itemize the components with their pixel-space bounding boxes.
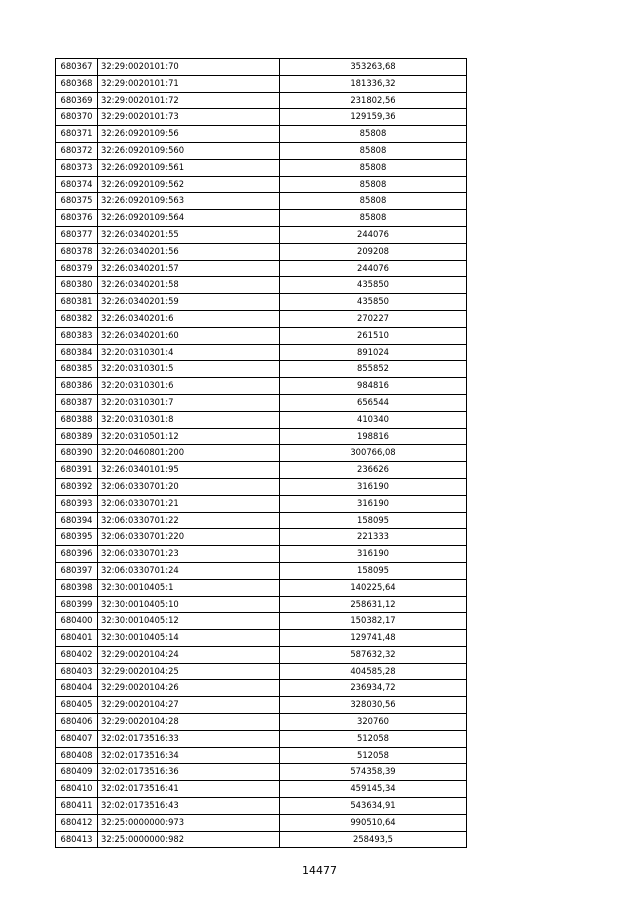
cadastral-number-cell: 32:06:0330701:20	[98, 478, 280, 495]
row-id-cell: 680394	[56, 512, 98, 529]
table-row	[56, 529, 467, 546]
cadastral-value-table	[55, 58, 467, 848]
cadastral-number-cell: 32:06:0330701:21	[98, 495, 280, 512]
row-id-cell: 680407	[56, 730, 98, 747]
value-cell: 140225,64	[280, 579, 467, 596]
table-row	[56, 764, 467, 781]
row-id-cell: 680370	[56, 109, 98, 126]
cadastral-number-cell: 32:29:0020101:70	[98, 59, 280, 76]
table-row	[56, 243, 467, 260]
cadastral-number-cell: 32:02:0173516:33	[98, 730, 280, 747]
value-cell: 270227	[280, 310, 467, 327]
value-cell: 85808	[280, 210, 467, 227]
row-id-cell: 680395	[56, 529, 98, 546]
row-id-cell: 680410	[56, 781, 98, 798]
value-cell: 512058	[280, 730, 467, 747]
row-id-cell: 680402	[56, 646, 98, 663]
cadastral-number-cell: 32:30:0010405:14	[98, 630, 280, 647]
table-row	[56, 428, 467, 445]
value-cell: 258631,12	[280, 596, 467, 613]
cadastral-number-cell: 32:26:0920109:560	[98, 142, 280, 159]
table-row	[56, 176, 467, 193]
cadastral-number-cell: 32:29:0020101:73	[98, 109, 280, 126]
row-id-cell: 680398	[56, 579, 98, 596]
table-row	[56, 92, 467, 109]
table-row	[56, 562, 467, 579]
cadastral-number-cell: 32:26:0340201:60	[98, 327, 280, 344]
table-row	[56, 142, 467, 159]
value-cell: 320760	[280, 714, 467, 731]
value-cell: 85808	[280, 142, 467, 159]
cadastral-number-cell: 32:26:0920109:561	[98, 159, 280, 176]
cadastral-number-cell: 32:06:0330701:220	[98, 529, 280, 546]
cadastral-number-cell: 32:30:0010405:12	[98, 613, 280, 630]
row-id-cell: 680409	[56, 764, 98, 781]
table-row	[56, 747, 467, 764]
value-cell: 574358,39	[280, 764, 467, 781]
value-cell: 990510,64	[280, 814, 467, 831]
value-cell: 435850	[280, 294, 467, 311]
row-id-cell: 680372	[56, 142, 98, 159]
cadastral-number-cell: 32:29:0020104:24	[98, 646, 280, 663]
table-row	[56, 697, 467, 714]
value-cell: 236626	[280, 462, 467, 479]
value-cell: 855852	[280, 361, 467, 378]
value-cell: 209208	[280, 243, 467, 260]
value-cell: 984816	[280, 378, 467, 395]
value-cell: 221333	[280, 529, 467, 546]
row-id-cell: 680380	[56, 277, 98, 294]
table-row	[56, 327, 467, 344]
table-row	[56, 781, 467, 798]
value-cell: 435850	[280, 277, 467, 294]
cadastral-number-cell: 32:02:0173516:34	[98, 747, 280, 764]
value-cell: 587632,32	[280, 646, 467, 663]
row-id-cell: 680375	[56, 193, 98, 210]
value-cell: 158095	[280, 562, 467, 579]
value-cell: 261510	[280, 327, 467, 344]
value-cell: 512058	[280, 747, 467, 764]
page-number: 14477	[302, 864, 337, 877]
table-row	[56, 680, 467, 697]
cadastral-number-cell: 32:26:0340201:55	[98, 226, 280, 243]
cadastral-number-cell: 32:29:0020104:28	[98, 714, 280, 731]
row-id-cell: 680393	[56, 495, 98, 512]
row-id-cell: 680411	[56, 798, 98, 815]
cadastral-number-cell: 32:26:0920109:562	[98, 176, 280, 193]
table-row	[56, 193, 467, 210]
value-cell: 85808	[280, 193, 467, 210]
value-cell: 231802,56	[280, 92, 467, 109]
table-row	[56, 730, 467, 747]
cadastral-number-cell: 32:26:0340201:56	[98, 243, 280, 260]
cadastral-number-cell: 32:29:0020104:26	[98, 680, 280, 697]
value-cell: 85808	[280, 159, 467, 176]
row-id-cell: 680386	[56, 378, 98, 395]
cadastral-number-cell: 32:20:0310301:4	[98, 344, 280, 361]
table-row	[56, 109, 467, 126]
row-id-cell: 680396	[56, 546, 98, 563]
cadastral-number-cell: 32:20:0310301:8	[98, 411, 280, 428]
table-row	[56, 310, 467, 327]
value-cell: 85808	[280, 176, 467, 193]
value-cell: 328030,56	[280, 697, 467, 714]
row-id-cell: 680384	[56, 344, 98, 361]
table-row	[56, 126, 467, 143]
value-cell: 236934,72	[280, 680, 467, 697]
row-id-cell: 680383	[56, 327, 98, 344]
row-id-cell: 680412	[56, 814, 98, 831]
table-row	[56, 462, 467, 479]
table-row	[56, 630, 467, 647]
table-row	[56, 579, 467, 596]
cadastral-number-cell: 32:26:0920109:56	[98, 126, 280, 143]
row-id-cell: 680404	[56, 680, 98, 697]
row-id-cell: 680413	[56, 831, 98, 848]
row-id-cell: 680371	[56, 126, 98, 143]
value-cell: 353263,68	[280, 59, 467, 76]
row-id-cell: 680403	[56, 663, 98, 680]
cadastral-number-cell: 32:30:0010405:1	[98, 579, 280, 596]
value-cell: 316190	[280, 478, 467, 495]
value-cell: 150382,17	[280, 613, 467, 630]
value-cell: 459145,34	[280, 781, 467, 798]
table-row	[56, 495, 467, 512]
table-row	[56, 378, 467, 395]
table-row	[56, 75, 467, 92]
table-row	[56, 714, 467, 731]
value-cell: 129159,36	[280, 109, 467, 126]
value-cell: 300766,08	[280, 445, 467, 462]
row-id-cell: 680390	[56, 445, 98, 462]
row-id-cell: 680377	[56, 226, 98, 243]
cadastral-number-cell: 32:26:0340201:6	[98, 310, 280, 327]
row-id-cell: 680368	[56, 75, 98, 92]
table-row	[56, 294, 467, 311]
table-row	[56, 478, 467, 495]
row-id-cell: 680388	[56, 411, 98, 428]
row-id-cell: 680397	[56, 562, 98, 579]
row-id-cell: 680378	[56, 243, 98, 260]
row-id-cell: 680369	[56, 92, 98, 109]
value-cell: 316190	[280, 495, 467, 512]
row-id-cell: 680401	[56, 630, 98, 647]
table-row	[56, 411, 467, 428]
row-id-cell: 680408	[56, 747, 98, 764]
cadastral-number-cell: 32:02:0173516:41	[98, 781, 280, 798]
table-row	[56, 210, 467, 227]
value-cell: 410340	[280, 411, 467, 428]
value-cell: 316190	[280, 546, 467, 563]
table-row	[56, 512, 467, 529]
row-id-cell: 680399	[56, 596, 98, 613]
value-cell: 656544	[280, 394, 467, 411]
cadastral-number-cell: 32:25:0000000:982	[98, 831, 280, 848]
cadastral-number-cell: 32:06:0330701:23	[98, 546, 280, 563]
table-row	[56, 646, 467, 663]
row-id-cell: 680374	[56, 176, 98, 193]
cadastral-number-cell: 32:06:0330701:24	[98, 562, 280, 579]
table-row	[56, 663, 467, 680]
row-id-cell: 680385	[56, 361, 98, 378]
value-cell: 181336,32	[280, 75, 467, 92]
cadastral-number-cell: 32:20:0460801:200	[98, 445, 280, 462]
value-cell: 158095	[280, 512, 467, 529]
table-row	[56, 596, 467, 613]
row-id-cell: 680391	[56, 462, 98, 479]
cadastral-number-cell: 32:02:0173516:36	[98, 764, 280, 781]
cadastral-number-cell: 32:29:0020104:27	[98, 697, 280, 714]
value-cell: 85808	[280, 126, 467, 143]
cadastral-number-cell: 32:26:0920109:564	[98, 210, 280, 227]
cadastral-number-cell: 32:26:0340201:58	[98, 277, 280, 294]
cadastral-number-cell: 32:20:0310301:6	[98, 378, 280, 395]
cadastral-number-cell: 32:26:0340101:95	[98, 462, 280, 479]
row-id-cell: 680382	[56, 310, 98, 327]
value-cell: 404585,28	[280, 663, 467, 680]
cadastral-number-cell: 32:20:0310301:7	[98, 394, 280, 411]
row-id-cell: 680367	[56, 59, 98, 76]
cadastral-number-cell: 32:25:0000000:973	[98, 814, 280, 831]
row-id-cell: 680373	[56, 159, 98, 176]
value-cell: 258493,5	[280, 831, 467, 848]
table-row	[56, 260, 467, 277]
cadastral-number-cell: 32:20:0310301:5	[98, 361, 280, 378]
table-row	[56, 361, 467, 378]
value-cell: 129741,48	[280, 630, 467, 647]
table-row	[56, 814, 467, 831]
table-row	[56, 831, 467, 848]
value-cell: 198816	[280, 428, 467, 445]
table-row	[56, 445, 467, 462]
cadastral-number-cell: 32:20:0310501:12	[98, 428, 280, 445]
row-id-cell: 680405	[56, 697, 98, 714]
row-id-cell: 680376	[56, 210, 98, 227]
cadastral-number-cell: 32:29:0020101:72	[98, 92, 280, 109]
table-row	[56, 277, 467, 294]
table-row	[56, 613, 467, 630]
table-body	[56, 59, 467, 848]
table-row	[56, 798, 467, 815]
value-cell: 891024	[280, 344, 467, 361]
value-cell: 543634,91	[280, 798, 467, 815]
table-row	[56, 226, 467, 243]
table-row	[56, 394, 467, 411]
cadastral-number-cell: 32:30:0010405:10	[98, 596, 280, 613]
table-row	[56, 59, 467, 76]
value-cell: 244076	[280, 226, 467, 243]
table-row	[56, 159, 467, 176]
cadastral-number-cell: 32:26:0920109:563	[98, 193, 280, 210]
cadastral-number-cell: 32:06:0330701:22	[98, 512, 280, 529]
value-cell: 244076	[280, 260, 467, 277]
cadastral-number-cell: 32:26:0340201:59	[98, 294, 280, 311]
row-id-cell: 680379	[56, 260, 98, 277]
cadastral-number-cell: 32:26:0340201:57	[98, 260, 280, 277]
table-row	[56, 546, 467, 563]
row-id-cell: 680392	[56, 478, 98, 495]
row-id-cell: 680387	[56, 394, 98, 411]
cadastral-number-cell: 32:29:0020104:25	[98, 663, 280, 680]
row-id-cell: 680389	[56, 428, 98, 445]
row-id-cell: 680406	[56, 714, 98, 731]
table-row	[56, 344, 467, 361]
row-id-cell: 680400	[56, 613, 98, 630]
row-id-cell: 680381	[56, 294, 98, 311]
cadastral-number-cell: 32:02:0173516:43	[98, 798, 280, 815]
cadastral-number-cell: 32:29:0020101:71	[98, 75, 280, 92]
